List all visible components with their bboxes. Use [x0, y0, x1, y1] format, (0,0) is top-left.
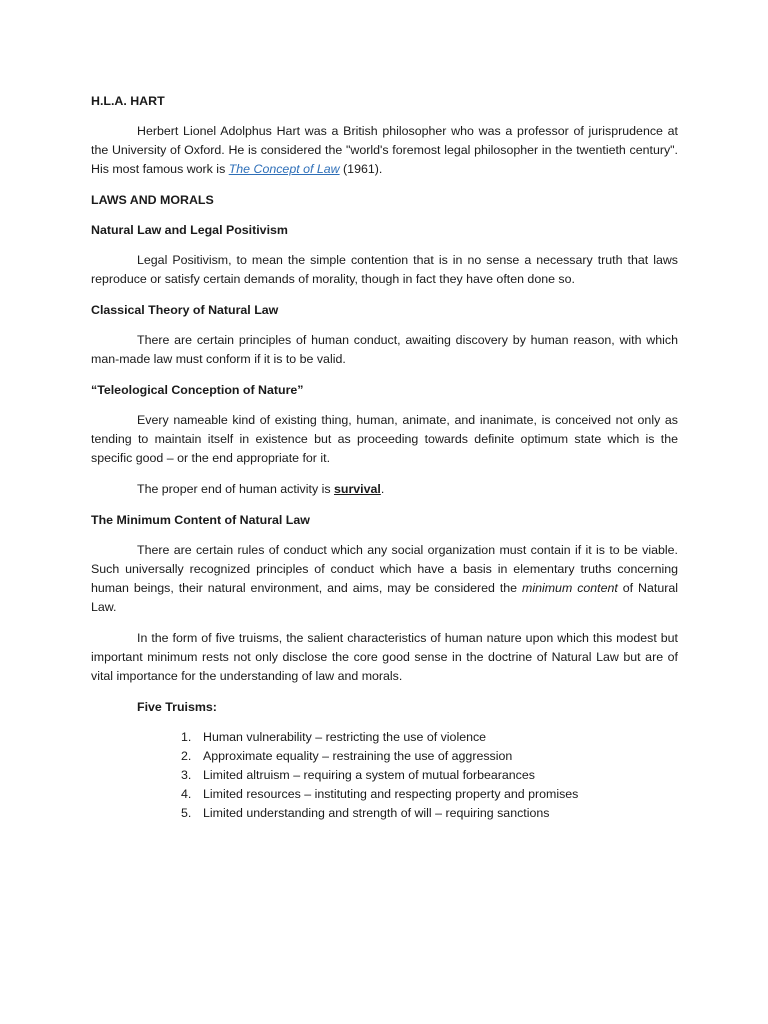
five-truisms-heading: Five Truisms: — [137, 700, 217, 714]
list-item-text: Approximate equality – restraining the use of aggression — [203, 749, 513, 763]
list-item-number: 2. — [181, 749, 192, 763]
minimum-text: There are certain rules of conduct which any social organization must contain if it is to be viable. Such universally recognized principles of conduct which have a basis in elementary truths concerning human beings, their natural environment, and aims, may be considered the — [91, 543, 678, 595]
concept-of-law-link[interactable]: The Concept of Law — [228, 162, 340, 176]
list-item-text: Human vulnerability – restricting the use of violence — [203, 730, 487, 744]
list-item-text: Limited altruism – requiring a system of mutual forbearances — [203, 768, 535, 782]
classical-paragraph: There are certain principles of human conduct, awaiting discovery by human reason, with which man-made law must conform if it is to be valid. — [91, 333, 678, 366]
list-item-number: 3. — [181, 768, 192, 782]
section-heading-natural-positivism: Natural Law and Legal Positivism — [91, 223, 288, 237]
document-page — [91, 92, 678, 823]
document-title: H.L.A. HART — [91, 94, 165, 108]
list-item — [91, 747, 678, 766]
section-heading-classical: Classical Theory of Natural Law — [91, 303, 279, 317]
section-heading-teleological: “Teleological Conception of Nature” — [91, 383, 304, 397]
section-heading-minimum: The Minimum Content of Natural Law — [91, 513, 310, 527]
minimum-content-paragraph — [91, 541, 678, 617]
list-item-text: Limited understanding and strength of will – requiring sanctions — [203, 806, 550, 820]
list-item — [91, 728, 678, 747]
list-item-text: Limited resources – instituting and respecting property and promises — [203, 787, 579, 801]
positivism-paragraph: Legal Positivism, to mean the simple contention that is in no sense a necessary truth that laws reproduce or satisfy certain demands of morality, though in fact they have often done so. — [91, 253, 678, 286]
minimum-text-end: of Natural Law. — [91, 581, 678, 614]
survival-text: The proper end of human activity is — [137, 482, 334, 496]
five-truisms-intro-paragraph: In the form of five truisms, the salient characteristics of human nature upon which this modest but important minimum rests not only disclose the core good sense in the doctrine of Natural Law but are of vital importance for the understanding of law and morals. — [91, 631, 678, 683]
section-heading-laws-morals: LAWS AND MORALS — [91, 193, 214, 207]
list-item-number: 4. — [181, 787, 192, 801]
list-item-number: 1. — [181, 730, 192, 744]
intro-text: Herbert Lionel Adolphus Hart was a British philosopher who was a professor of jurisprudence at the University of Oxford. He is considered the "world's foremost legal philosopher in the twentieth century". His most famous work is — [91, 124, 678, 176]
list-item-number: 5. — [181, 806, 192, 820]
minimum-content-italic: minimum content — [522, 581, 618, 595]
survival-word: survival — [333, 482, 381, 496]
intro-year: (1961). — [339, 162, 383, 176]
teleological-paragraph: Every nameable kind of existing thing, human, animate, and inanimate, is conceived not only as tending to maintain itself in existence but as proceeding towards definite optimum state which is the specific good – or the end appropriate for it. — [91, 413, 678, 465]
list-item — [91, 785, 678, 804]
list-item — [91, 766, 678, 785]
truisms-list — [91, 728, 678, 823]
survival-paragraph — [91, 480, 678, 499]
survival-period: . — [380, 482, 385, 496]
list-item — [91, 804, 678, 823]
intro-paragraph — [91, 122, 678, 179]
